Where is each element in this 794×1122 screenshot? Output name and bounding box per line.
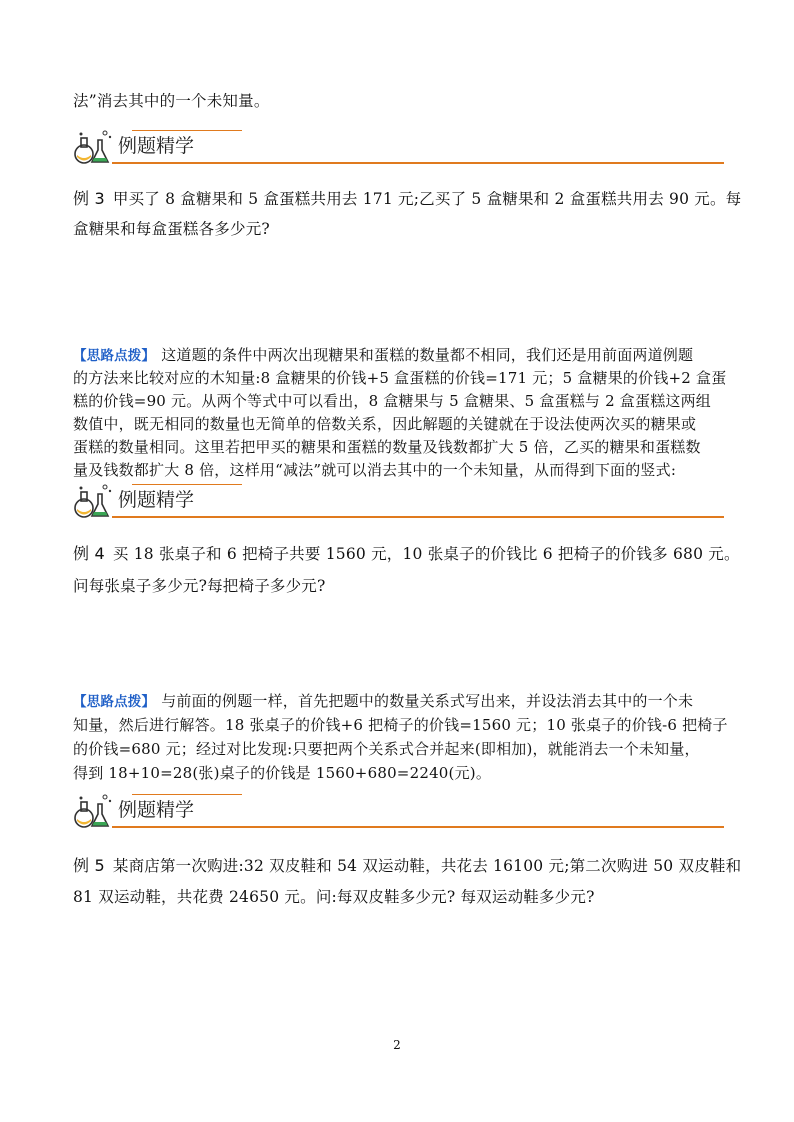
page-number: 2 — [393, 1038, 401, 1052]
example-5-line-2: 81 双运动鞋，共花费 24650 元。问:每双皮鞋多少元? 每双运动鞋多少元? — [73, 888, 595, 906]
section-title: 例题精学 — [118, 489, 195, 511]
hint-1-line-1: 【思路点拨】 这道题的条件中两次出现糖果和蛋糕的数量都不相同，我们还是用前面两道例题 — [73, 346, 694, 364]
example-label: 例 4 — [73, 544, 105, 563]
flask-lab-icon — [72, 482, 116, 520]
section-header-1 — [72, 128, 724, 168]
example-3-line-1: 例 3 甲买了 8 盒糖果和 5 盒蛋糕共用去 171 元;乙买了 5 盒糖果和 2 盒蛋糕共用去 90 元。每 — [73, 189, 742, 208]
example-3-line-2: 盒糖果和每盒蛋糕各多少元? — [73, 220, 270, 238]
example-4-line-1: 例 4 买 18 张桌子和 6 把椅子共要 1560 元，10 张桌子的价钱比 6 把椅子的价钱多 680 元。 — [73, 544, 740, 563]
section-divider — [112, 826, 724, 828]
example-4-line-2: 问每张桌子多少元?每把椅子多少元? — [73, 577, 326, 595]
hint-tag: 【思路点拨】 — [73, 694, 156, 710]
flask-lab-icon — [72, 128, 116, 166]
hint-1-line-6: 量及钱数都扩大 8 倍，这样用“减法”就可以消去其中的一个未知量，从而得到下面的竖式: — [73, 461, 677, 479]
hint-2-line-2: 知量，然后进行解答。18 张桌子的价钱+6 把椅子的价钱=1560 元；10 张桌子的价钱-6 把椅子 — [73, 716, 728, 734]
hint-tag: 【思路点拨】 — [73, 348, 156, 364]
hint-2-line-3: 的价钱=680 元；经过对比发现:只要把两个关系式合并起来(即相加)，就能消去一个未知量， — [73, 740, 700, 758]
hint-1-line-3: 糕的价钱=90 元。从两个等式中可以看出，8 盒糖果与 5 盒糖果、5 盒蛋糕与 2 盒蛋糕这两组 — [73, 392, 712, 410]
example-5-line-1: 例 5 某商店第一次购进:32 双皮鞋和 54 双运动鞋，共花去 16100 元;第二次购进 50 双皮鞋和 — [73, 856, 742, 875]
section-title: 例题精学 — [118, 799, 195, 821]
hint-1-line-4: 数值中，既无相同的数量也无简单的倍数关系，因此解题的关键就在于设法使两次买的糖果或 — [73, 415, 697, 433]
example-label: 例 5 — [73, 856, 105, 875]
intro-text: 法”消去其中的一个未知量。 — [73, 92, 270, 110]
hint-1-line-2: 的方法来比较对应的木知量:8 盒糖果的价钱+5 盒蛋糕的价钱=171 元；5 盒糖果的价钱+2 盒蛋 — [73, 369, 727, 387]
hint-2-line-1: 【思路点拨】 与前面的例题一样，首先把题中的数量关系式写出来，并设法消去其中的一个未 — [73, 692, 694, 710]
section-divider — [112, 516, 724, 518]
flask-lab-icon — [72, 792, 116, 830]
section-title: 例题精学 — [118, 135, 195, 157]
section-divider — [112, 162, 724, 164]
section-header-3 — [72, 792, 724, 832]
example-label: 例 3 — [73, 189, 105, 208]
hint-1-line-5: 蛋糕的数量相同。这里若把甲买的糖果和蛋糕的数量及钱数都扩大 5 倍，乙买的糖果和蛋糕数 — [73, 438, 701, 456]
hint-2-line-4: 得到 18+10=28(张)桌子的价钱是 1560+680=2240(元)。 — [73, 764, 492, 782]
section-header-2 — [72, 482, 724, 522]
